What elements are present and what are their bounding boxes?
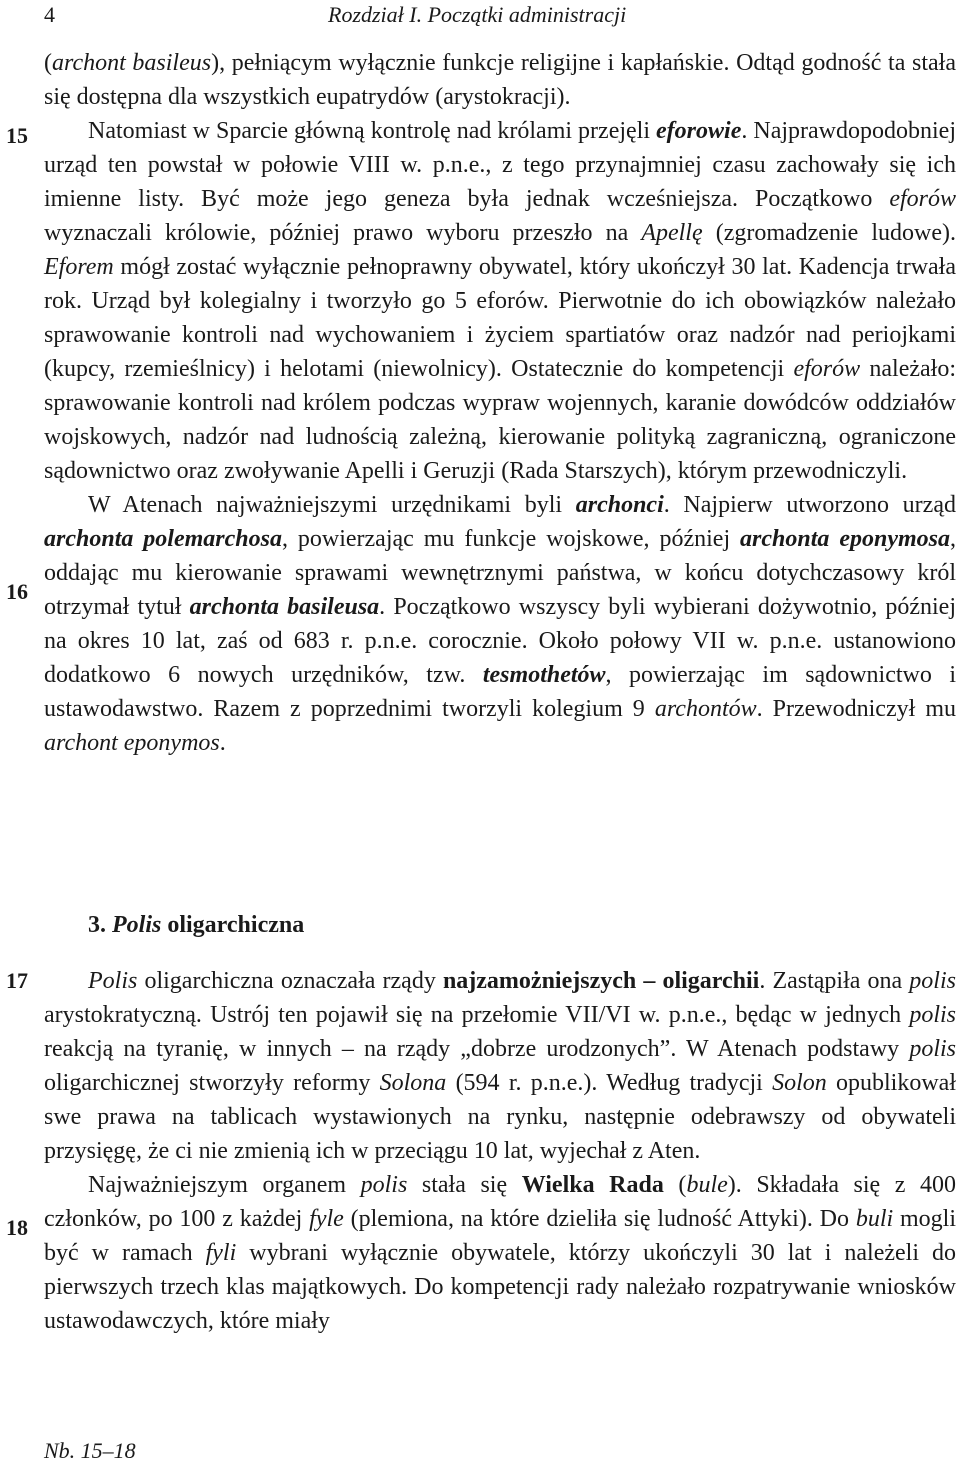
chapter-title: Rozdział I. Początki administracji xyxy=(328,2,627,27)
margin-number-17: 17 xyxy=(6,968,28,993)
page-number: 4 xyxy=(44,2,55,27)
paragraph-athens-archons: W Atenach najważniejszymi urzędnikami byli archonci. Najpierw utworzono urząd archonta polemarchosa, powierzając mu funkcje wojskowe, później archonta eponymosa, oddając mu kierowanie sprawami wewnętrznymi państwa, w końcu dotychczasowy król otrzymał tytuł archonta basileusa. Początkowo wszyscy byli wybierani dożywotnio, później na okres 10 lat, zaś od 683 r. p.n.e. corocznie. Około połowy VII w. p.n.e. ustanowiono dodatkowo 6 nowych urzędników, tzw. tesmothetów, powierzając im sądownictwo i ustawodawstwo. Razem z poprzednimi tworzyli kolegium 9 archontów. Przewodniczył mu archont eponymos. xyxy=(44,492,957,756)
margin-number-18: 18 xyxy=(6,1215,28,1240)
section-heading: 3. Polis oligarchiczna xyxy=(88,912,305,938)
paragraph-sparta-ephors: Natomiast w Sparcie główną kontrolę nad królami przejęli eforowie. Najprawdopodobniej urząd ten powstał w połowie VIII w. p.n.e., z tego przynajmniej czasu zachowały się ich imienne listy. Być może jego geneza była jednak wcześniejsza. Początkowo eforów wyznaczali królowie, później prawo wyboru przeszło na Apellę (zgromadzenie ludowe). Eforem mógł zostać wyłącznie pełnoprawny obywatel, który ukończył 30 lat. Kadencja trwała rok. Urząd był kolegialny i tworzyło go 5 eforów. Pierwotnie do ich obowiązków należało sprawowanie kontroli nad wychowaniem i życiem spartiatów oraz nadzór nad periojkami (kupcy, rzemieślnicy) i helotami (niewolnicy). Ostatecznie do kompetencji eforów należało: sprawowanie kontroli nad królem podczas wypraw wojennych, karanie dowódców oddziałów wojskowych, nadzór nad ludnością zależną, kierowanie polityką zagraniczną, ograniczone sądownictwo oraz zwoływanie Apelli i Geruzji (Rada Starszych), którym przewodniczyli. xyxy=(44,118,956,484)
margin-number-15: 15 xyxy=(6,123,28,148)
paragraph-great-council: Najważniejszym organem polis stała się Wielka Rada (bule). Składała się z 400 członków, po 100 z każdej fyle (plemiona, na które dzieliła się ludność Attyki). Do buli mogli być w ramach fyli wybrani wyłącznie obywatele, którzy ukończyli 30 lat i należeli do pierwszych trzech klas majątkowych. Do kompetencji rady należało rozpatrywanie wniosków ustawodawczych, które miały xyxy=(44,1172,957,1334)
paragraph-oligarchic-polis: Polis oligarchiczna oznaczała rządy najzamożniejszych – oligarchii. Zastąpiła ona polis arystokratyczną. Ustrój ten pojawił się na przełomie VII/VI w. p.n.e., będąc w jednych polis reakcją na tyranię, w innych – na rządy „dobrze urodzonych”. W Atenach podstawy polis oligarchicznej stworzyły reformy Solona (594 r. p.n.e.). Według tradycji Solon opublikował swe prawa na tablicach wystawionych na rynku, następnie odebrawszy od obywateli przysięgę, że ci nie zmienią ich w przeciągu 10 lat, wyjechał z Aten. xyxy=(44,968,956,1164)
margin-number-16: 16 xyxy=(6,579,28,604)
body-text-block-2 xyxy=(44,964,956,1338)
footer-note: Nb. 15–18 xyxy=(44,1438,136,1463)
paragraph-continuation: (archont basileus), pełniącym wyłącznie funkcje religijne i kapłańskie. Odtąd godność ta stała się dostępna dla wszystkich eupatrydów (arystokracji). xyxy=(44,50,956,110)
body-text-block-1 xyxy=(44,46,956,760)
